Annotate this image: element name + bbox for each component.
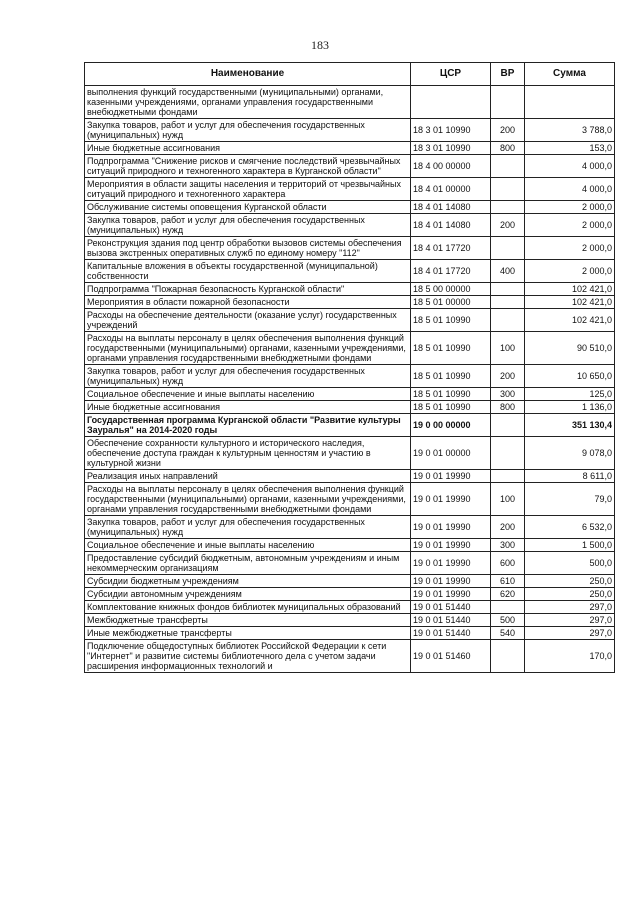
- cell-name: Мероприятия в области пожарной безопасности: [85, 296, 411, 309]
- cell-csr: 18 5 01 10990: [411, 365, 491, 388]
- table-row: [85, 552, 615, 575]
- cell-name: Капитальные вложения в объекты государственной (муниципальной) собственности: [85, 260, 411, 283]
- table-row: [85, 296, 615, 309]
- cell-sum: 170,0: [525, 640, 615, 673]
- header-vr: ВР: [491, 63, 525, 86]
- cell-csr: 19 0 01 51460: [411, 640, 491, 673]
- cell-vr: [491, 178, 525, 201]
- table-header-row: [85, 63, 615, 86]
- cell-name: Мероприятия в области защиты населения и территорий от чрезвычайных ситуаций природного и техногенного характера: [85, 178, 411, 201]
- cell-name: Иные бюджетные ассигнования: [85, 401, 411, 414]
- cell-name: Реконструкция здания под центр обработки вызовов системы обеспечения вызова экстренных оперативных служб по единому номеру "112": [85, 237, 411, 260]
- cell-csr: 19 0 01 51440: [411, 601, 491, 614]
- cell-vr: 540: [491, 627, 525, 640]
- table-row: [85, 516, 615, 539]
- cell-vr: 100: [491, 483, 525, 516]
- cell-csr: 19 0 01 19990: [411, 483, 491, 516]
- table-row: [85, 588, 615, 601]
- cell-vr: 800: [491, 142, 525, 155]
- table-row: [85, 539, 615, 552]
- cell-csr: 19 0 01 19990: [411, 516, 491, 539]
- cell-vr: 400: [491, 260, 525, 283]
- table-row: [85, 365, 615, 388]
- cell-vr: [491, 201, 525, 214]
- cell-name: Расходы на выплаты персоналу в целях обеспечения выполнения функций государственными (муниципальными) органами, казенными учреждениями, органами управления государственными внебюджетными фондами: [85, 332, 411, 365]
- cell-csr: 18 5 01 10990: [411, 401, 491, 414]
- cell-csr: 18 5 01 00000: [411, 296, 491, 309]
- cell-csr: 19 0 01 19990: [411, 470, 491, 483]
- cell-name: Расходы на обеспечение деятельности (оказание услуг) государственных учреждений: [85, 309, 411, 332]
- cell-sum: 297,0: [525, 614, 615, 627]
- cell-csr: 18 4 01 00000: [411, 178, 491, 201]
- cell-vr: [491, 237, 525, 260]
- cell-sum: 153,0: [525, 142, 615, 155]
- cell-sum: 9 078,0: [525, 437, 615, 470]
- cell-csr: 18 5 01 10990: [411, 388, 491, 401]
- cell-sum: 250,0: [525, 588, 615, 601]
- cell-sum: 90 510,0: [525, 332, 615, 365]
- cell-sum: 102 421,0: [525, 283, 615, 296]
- cell-csr: 19 0 01 51440: [411, 614, 491, 627]
- cell-name: Закупка товаров, работ и услуг для обеспечения государственных (муниципальных) нужд: [85, 119, 411, 142]
- table-row: [85, 237, 615, 260]
- cell-vr: 500: [491, 614, 525, 627]
- cell-csr: 19 0 00 00000: [411, 414, 491, 437]
- table-row: [85, 483, 615, 516]
- header-csr: ЦСР: [411, 63, 491, 86]
- cell-sum: 500,0: [525, 552, 615, 575]
- cell-sum: 4 000,0: [525, 155, 615, 178]
- cell-vr: [491, 601, 525, 614]
- table-row: [85, 214, 615, 237]
- cell-name: Закупка товаров, работ и услуг для обеспечения государственных (муниципальных) нужд: [85, 516, 411, 539]
- cell-vr: [491, 309, 525, 332]
- cell-name: Субсидии автономным учреждениям: [85, 588, 411, 601]
- cell-vr: [491, 155, 525, 178]
- cell-csr: 19 0 01 19990: [411, 539, 491, 552]
- table-row: [85, 414, 615, 437]
- cell-sum: 2 000,0: [525, 237, 615, 260]
- cell-name: Предоставление субсидий бюджетным, автономным учреждениям и иным некоммерческим организациям: [85, 552, 411, 575]
- cell-csr: 19 0 01 19990: [411, 588, 491, 601]
- cell-name: Подпрограмма "Пожарная безопасность Курганской области": [85, 283, 411, 296]
- cell-vr: 300: [491, 388, 525, 401]
- table-row: [85, 401, 615, 414]
- budget-table: [84, 62, 615, 673]
- cell-sum: 79,0: [525, 483, 615, 516]
- cell-sum: 4 000,0: [525, 178, 615, 201]
- cell-csr: 18 4 01 14080: [411, 214, 491, 237]
- cell-csr: [411, 86, 491, 119]
- table-row: [85, 86, 615, 119]
- cell-name: Социальное обеспечение и иные выплаты населению: [85, 388, 411, 401]
- cell-vr: 200: [491, 516, 525, 539]
- cell-vr: 100: [491, 332, 525, 365]
- cell-vr: [491, 437, 525, 470]
- table-row: [85, 260, 615, 283]
- table-row: [85, 201, 615, 214]
- cell-vr: [491, 296, 525, 309]
- cell-name: Межбюджетные трансферты: [85, 614, 411, 627]
- cell-sum: 2 000,0: [525, 260, 615, 283]
- cell-sum: 125,0: [525, 388, 615, 401]
- cell-sum: [525, 86, 615, 119]
- cell-sum: 2 000,0: [525, 214, 615, 237]
- cell-name: Закупка товаров, работ и услуг для обеспечения государственных (муниципальных) нужд: [85, 214, 411, 237]
- cell-csr: 18 5 01 10990: [411, 332, 491, 365]
- table-row: [85, 142, 615, 155]
- cell-vr: 200: [491, 365, 525, 388]
- cell-sum: 297,0: [525, 627, 615, 640]
- cell-sum: 1 500,0: [525, 539, 615, 552]
- cell-sum: 6 532,0: [525, 516, 615, 539]
- table-row: [85, 309, 615, 332]
- cell-vr: [491, 86, 525, 119]
- table-row: [85, 575, 615, 588]
- table-row: [85, 470, 615, 483]
- header-name: Наименование: [85, 63, 411, 86]
- cell-name: Подпрограмма "Снижение рисков и смягчение последствий чрезвычайных ситуаций природного и техногенного характера в Курганской области": [85, 155, 411, 178]
- cell-vr: 200: [491, 119, 525, 142]
- table-row: [85, 155, 615, 178]
- cell-sum: 1 136,0: [525, 401, 615, 414]
- cell-vr: 800: [491, 401, 525, 414]
- cell-name: Закупка товаров, работ и услуг для обеспечения государственных (муниципальных) нужд: [85, 365, 411, 388]
- cell-csr: 18 4 01 17720: [411, 260, 491, 283]
- table-row: [85, 119, 615, 142]
- table-row: [85, 437, 615, 470]
- cell-vr: [491, 470, 525, 483]
- table-row: [85, 614, 615, 627]
- cell-name: Расходы на выплаты персоналу в целях обеспечения выполнения функций государственными (муниципальными) органами, казенными учреждениями, органами управления государственными внебюджетными фондами: [85, 483, 411, 516]
- cell-csr: 18 3 01 10990: [411, 142, 491, 155]
- cell-vr: [491, 283, 525, 296]
- table-body: [85, 86, 615, 673]
- table-row: [85, 178, 615, 201]
- cell-vr: 300: [491, 539, 525, 552]
- cell-csr: 18 4 01 17720: [411, 237, 491, 260]
- cell-vr: 620: [491, 588, 525, 601]
- cell-csr: 19 0 01 00000: [411, 437, 491, 470]
- cell-sum: 10 650,0: [525, 365, 615, 388]
- cell-name: выполнения функций государственными (муниципальными) органами, казенными учреждениями, органами управления государственными внебюджетными фондами: [85, 86, 411, 119]
- cell-sum: 102 421,0: [525, 309, 615, 332]
- cell-name: Иные бюджетные ассигнования: [85, 142, 411, 155]
- table-row: [85, 640, 615, 673]
- page-number: 183: [311, 38, 329, 52]
- cell-csr: 19 0 01 51440: [411, 627, 491, 640]
- cell-csr: 18 4 00 00000: [411, 155, 491, 178]
- table-row: [85, 627, 615, 640]
- cell-name: Социальное обеспечение и иные выплаты населению: [85, 539, 411, 552]
- cell-sum: 3 788,0: [525, 119, 615, 142]
- cell-sum: 102 421,0: [525, 296, 615, 309]
- table-row: [85, 601, 615, 614]
- cell-sum: 297,0: [525, 601, 615, 614]
- cell-sum: 8 611,0: [525, 470, 615, 483]
- cell-csr: 19 0 01 19990: [411, 575, 491, 588]
- table-row: [85, 332, 615, 365]
- cell-vr: [491, 640, 525, 673]
- cell-vr: 200: [491, 214, 525, 237]
- cell-sum: 2 000,0: [525, 201, 615, 214]
- cell-csr: 19 0 01 19990: [411, 552, 491, 575]
- cell-vr: [491, 414, 525, 437]
- table-row: [85, 283, 615, 296]
- cell-vr: 610: [491, 575, 525, 588]
- cell-csr: 18 4 01 14080: [411, 201, 491, 214]
- header-sum: Сумма: [525, 63, 615, 86]
- cell-name: Государственная программа Курганской области "Развитие культуры Зауралья" на 2014-2020 годы: [85, 414, 411, 437]
- cell-name: Субсидии бюджетным учреждениям: [85, 575, 411, 588]
- cell-csr: 18 5 01 10990: [411, 309, 491, 332]
- cell-name: Комплектование книжных фондов библиотек муниципальных образований: [85, 601, 411, 614]
- cell-sum: 351 130,4: [525, 414, 615, 437]
- cell-name: Подключение общедоступных библиотек Российской Федерации к сети "Интернет" и развитие системы библиотечного дела с учетом задачи расширения информационных технологий и: [85, 640, 411, 673]
- cell-csr: 18 3 01 10990: [411, 119, 491, 142]
- cell-name: Иные межбюджетные трансферты: [85, 627, 411, 640]
- cell-name: Обслуживание системы оповещения Курганской области: [85, 201, 411, 214]
- table-row: [85, 388, 615, 401]
- cell-csr: 18 5 00 00000: [411, 283, 491, 296]
- cell-vr: 600: [491, 552, 525, 575]
- cell-sum: 250,0: [525, 575, 615, 588]
- cell-name: Обеспечение сохранности культурного и исторического наследия, обеспечение доступа граждан к культурным ценностям и участию в культурной жизни: [85, 437, 411, 470]
- cell-name: Реализация иных направлений: [85, 470, 411, 483]
